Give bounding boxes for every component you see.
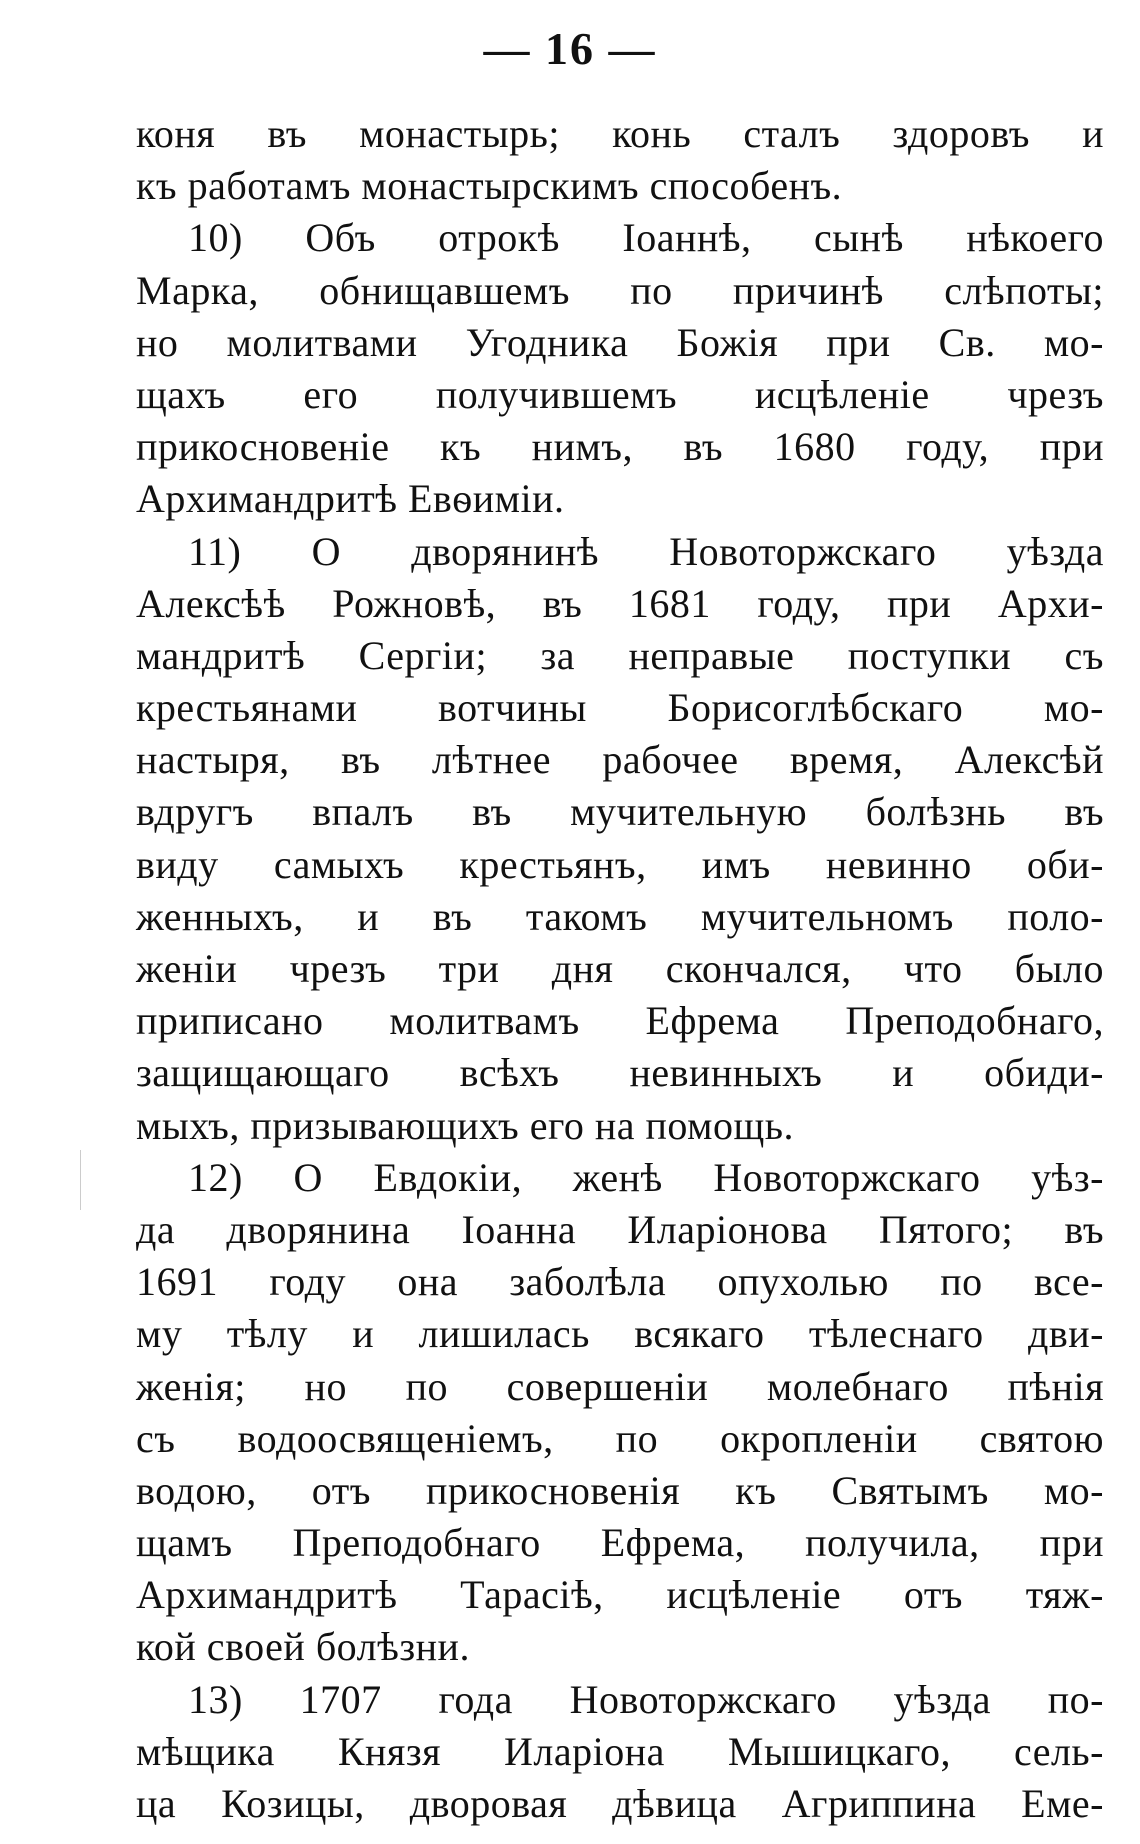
text-line: мѣщика Князя Иларіона Мышицкаго, сель- <box>136 1728 1104 1774</box>
text-line: му тѣлу и лишилась всякаго тѣлеснаго дви- <box>136 1311 1104 1357</box>
text-line: мыхъ, призывающихъ его на помощь. <box>136 1102 795 1148</box>
text-line: 12) О Евдокіи, женѣ Новоторжскаго уѣз- <box>188 1154 1104 1200</box>
text-line: защищающаго всѣхъ невинныхъ и обиди- <box>136 1050 1104 1096</box>
text-line: вдругъ впалъ въ мучительную болѣзнь въ <box>136 789 1104 835</box>
text-line: кой своей болѣзни. <box>136 1624 470 1670</box>
text-line: женіи чрезъ три дня скончался, что было <box>136 946 1104 991</box>
text-line: настыря, въ лѣтнее рабочее время, Алексѣй <box>136 737 1104 783</box>
text-line: ца Козицы, дворовая дѣвица Агриппина Еме- <box>136 1781 1104 1826</box>
text-line: 11) О дворянинѣ Новоторжскаго уѣзда <box>188 528 1104 574</box>
text-line: съ водоосвященіемъ, по окропленіи святою <box>136 1415 1104 1461</box>
body-text <box>136 108 1104 1830</box>
text-line: виду самыхъ крестьянъ, имъ невинно оби- <box>136 841 1104 887</box>
text-line: водою, отъ прикосновенія къ Святымъ мо- <box>136 1467 1104 1513</box>
text-line: къ работамъ монастырскимъ способенъ. <box>136 163 843 209</box>
text-line: женія; но по совершеніи молебнаго пѣнія <box>136 1363 1104 1409</box>
text-line: прикосновеніе къ нимъ, въ 1680 году, при <box>136 424 1104 470</box>
text-line: женныхъ, и въ такомъ мучительномъ поло- <box>136 893 1104 939</box>
page-number: — 16 — <box>483 23 657 74</box>
text-line: Архимандритѣ Тарасіѣ, исцѣленіе отъ тяж- <box>136 1572 1104 1618</box>
text-line: 13) 1707 года Новоторжскаго уѣзда по- <box>188 1676 1104 1722</box>
margin-mark <box>80 1150 81 1210</box>
text-line: мандритѣ Сергіи; за неправые поступки съ <box>136 632 1104 678</box>
text-line: да дворянина Іоанна Иларіонова Пятого; въ <box>136 1206 1104 1252</box>
text-line: Алексѣѣ Рожновѣ, въ 1681 году, при Архи- <box>136 580 1104 626</box>
text-line: Архимандритѣ Евѳиміи. <box>136 476 565 522</box>
text-line: крестьянами вотчины Борисоглѣбскаго мо- <box>136 685 1104 731</box>
text-line: Марка, обнищавшемъ по причинѣ слѣпоты; <box>136 267 1104 313</box>
text-line: 10) Объ отрокѣ Іоаннѣ, сынѣ нѣкоего <box>188 215 1104 261</box>
text-line: приписано молитвамъ Ефрема Преподобнаго, <box>136 998 1104 1044</box>
text-line: 1691 году она заболѣла опухолью по все- <box>136 1259 1104 1305</box>
text-line: но молитвами Угодника Божія при Св. мо- <box>136 319 1104 365</box>
text-line: щамъ Преподобнаго Ефрема, получила, при <box>136 1520 1104 1566</box>
text-line: щахъ его получившемъ исцѣленіе чрезъ <box>136 371 1104 417</box>
text-line: коня въ монастырь; конь сталъ здоровъ и <box>136 111 1104 156</box>
